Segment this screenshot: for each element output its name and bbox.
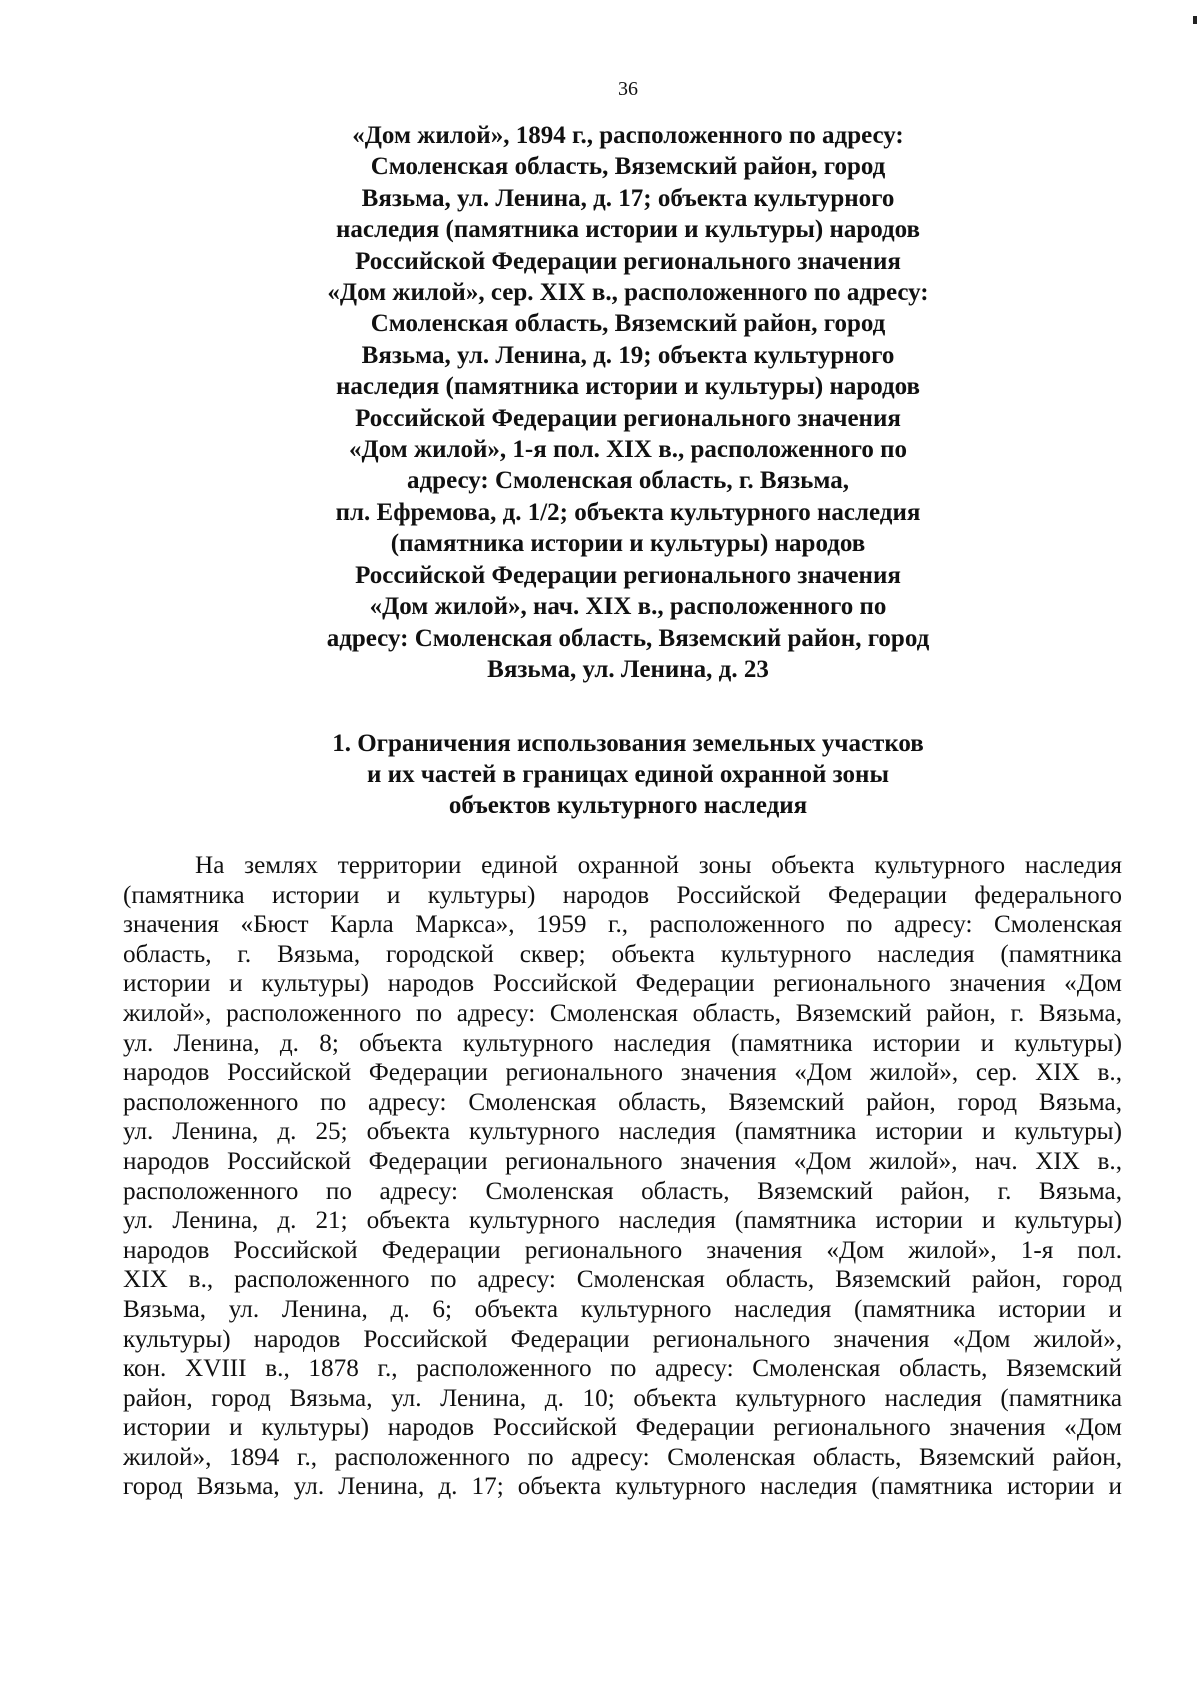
heading-line: Российской Федерации регионального значения <box>355 247 901 275</box>
heading-line: Смоленская область, Вяземский район, город <box>370 310 886 338</box>
paragraph-line: ул. Ленина, д. 25; объекта культурного наследия (памятника истории и культуры) <box>123 1118 1122 1146</box>
paragraph-line: культуры) народов Российской Федерации регионального значения «Дом жилой», <box>123 1325 1122 1353</box>
paragraph-line: область, г. Вязьма, городской сквер; объекта культурного наследия (памятника <box>123 940 1122 968</box>
paragraph-line: кон. XVIII в., 1878 г., расположенного по адресу: Смоленская область, Вяземский <box>123 1355 1122 1383</box>
heading-line: «Дом жилой», 1894 г., расположенного по адресу: <box>352 122 904 149</box>
heading-line: «Дом жилой», нач. XIX в., расположенного по <box>369 593 887 621</box>
paragraph-line: истории и культуры) народов Российской Федерации регионального значения «Дом <box>123 1414 1122 1442</box>
paragraph-line: народов Российской Федерации регионального значения «Дом жилой», сер. XIX в., <box>123 1059 1122 1087</box>
paragraph-line: жилой», 1894 г., расположенного по адресу: Смоленская область, Вяземский район, <box>123 1443 1122 1471</box>
heading-line: наследия (памятника истории и культуры) народов <box>335 373 921 401</box>
heading-line: «Дом жилой», сер. XIX в., расположенного по адресу: <box>327 279 929 307</box>
section-title-line: 1. Ограничения использования земельных участков <box>332 730 924 757</box>
body-paragraph <box>123 851 1122 1502</box>
paragraph-line: район, город Вязьма, ул. Ленина, д. 10; объекта культурного наследия (памятника <box>123 1384 1122 1412</box>
heading-line: «Дом жилой», 1-я пол. XIX в., расположенного по <box>348 436 908 464</box>
document-heading <box>230 120 1026 685</box>
paragraph-line: народов Российской Федерации регионального значения «Дом жилой», 1-я пол. <box>123 1236 1122 1264</box>
heading-line: Вязьма, ул. Ленина, д. 23 <box>487 655 769 683</box>
page-number: 36 <box>618 78 638 100</box>
section-title <box>230 728 1026 821</box>
heading-line: наследия (памятника истории и культуры) народов <box>335 216 921 244</box>
heading-line: Российской Федерации регионального значения <box>355 404 901 432</box>
scan-artifact-mark <box>1193 16 1197 24</box>
heading-line: Смоленская область, Вяземский район, город <box>370 153 886 181</box>
heading-line: пл. Ефремова, д. 1/2; объекта культурного наследия <box>335 498 921 526</box>
paragraph-line: Вязьма, ул. Ленина, д. 6; объекта культурного наследия (памятника истории и <box>123 1295 1122 1323</box>
paragraph-line: город Вязьма, ул. Ленина, д. 17; объекта культурного наследия (памятника истории и <box>123 1473 1122 1501</box>
heading-line: Вязьма, ул. Ленина, д. 17; объекта культурного <box>361 184 895 212</box>
paragraph-line: На землях территории единой охранной зоны объекта культурного наследия <box>195 852 1122 879</box>
section-title-line: объектов культурного наследия <box>448 792 808 819</box>
heading-line: адресу: Смоленская область, г. Вязьма, <box>407 467 849 495</box>
paragraph-line: расположенного по адресу: Смоленская область, Вяземский район, г. Вязьма, <box>123 1177 1122 1205</box>
paragraph-line: расположенного по адресу: Смоленская область, Вяземский район, город Вязьма, <box>123 1088 1122 1116</box>
paragraph-line: значения «Бюст Карла Маркса», 1959 г., расположенного по адресу: Смоленская <box>123 911 1122 939</box>
paragraph-line: (памятника истории и культуры) народов Российской Федерации федерального <box>123 881 1122 909</box>
heading-line: Вязьма, ул. Ленина, д. 19; объекта культурного <box>361 341 895 369</box>
heading-line: адресу: Смоленская область, Вяземский район, город <box>326 624 930 652</box>
paragraph-line: истории и культуры) народов Российской Федерации регионального значения «Дом <box>123 970 1122 998</box>
heading-line: Российской Федерации регионального значения <box>355 561 901 589</box>
section-title-line: и их частей в границах единой охранной зоны <box>367 761 889 788</box>
paragraph-line: жилой», расположенного по адресу: Смоленская область, Вяземский район, г. Вязьма, <box>123 999 1122 1027</box>
paragraph-line: народов Российской Федерации регионального значения «Дом жилой», нач. XIX в., <box>123 1147 1122 1175</box>
paragraph-line: ул. Ленина, д. 8; объекта культурного наследия (памятника истории и культуры) <box>123 1029 1122 1057</box>
paragraph-line: XIX в., расположенного по адресу: Смоленская область, Вяземский район, город <box>123 1266 1122 1294</box>
paragraph-line: ул. Ленина, д. 21; объекта культурного наследия (памятника истории и культуры) <box>123 1207 1122 1235</box>
heading-line: (памятника истории и культуры) народов <box>390 530 866 558</box>
